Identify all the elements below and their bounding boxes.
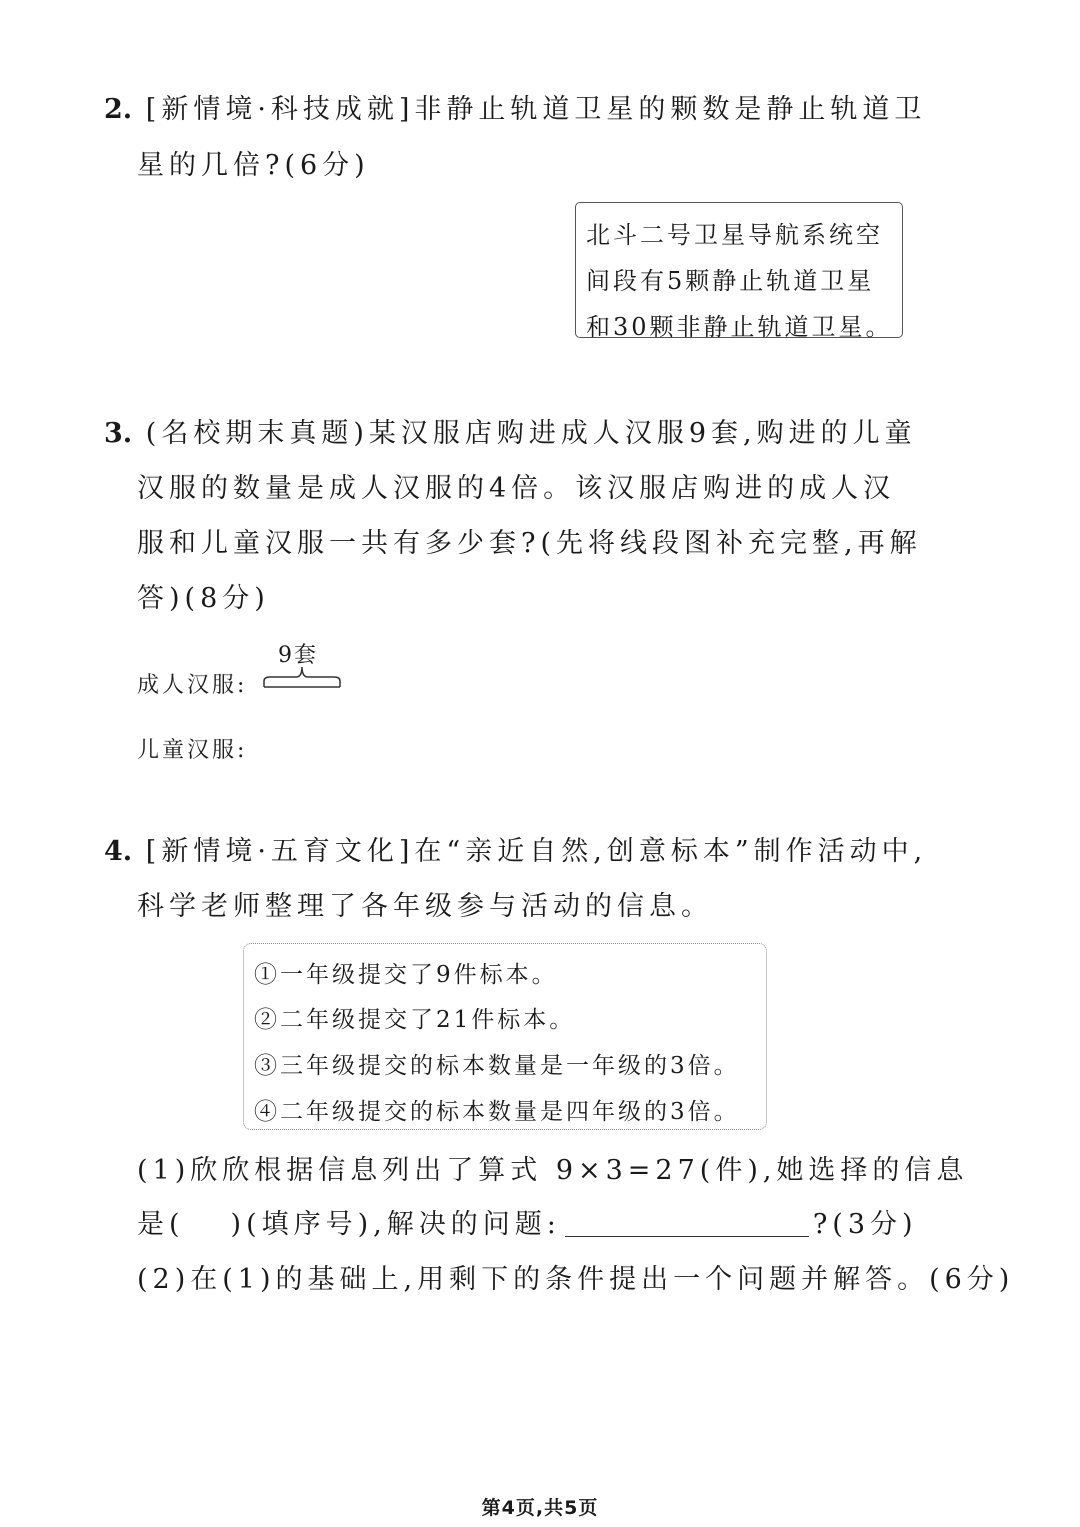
brace-label: 9套 — [278, 643, 318, 668]
q3-number: 3. — [104, 418, 133, 449]
q4-line-2: 科学老师整理了各年级参与活动的信息。 — [137, 891, 713, 922]
q4-number: 4. — [104, 836, 133, 867]
answer-underline-blank[interactable] — [565, 1235, 809, 1237]
q2-info-line: 间段有5颗静止轨道卫星 — [586, 267, 875, 295]
page-number: 第4页,共5页 — [481, 1497, 599, 1519]
q4-info-line: ②二年级提交了21件标本。 — [254, 1007, 576, 1033]
q4-info-box — [243, 943, 767, 1130]
q3-line-4: 答)(8分) — [137, 583, 270, 614]
q2-info-box — [575, 202, 903, 341]
q2-number: 2. — [104, 94, 133, 125]
q4-sub1-line-2 — [137, 1211, 918, 1238]
child-segment-label: 儿童汉服: — [137, 738, 248, 763]
q2-info-line: 北斗二号卫星导航系统空 — [586, 221, 883, 249]
q4-sub1-suffix: ?(3分) — [812, 1209, 918, 1240]
q3-text-1: (名校期末真题)某汉服店购进成人汉服9套,购进的儿童 — [145, 418, 917, 449]
q2-text-1: [新情境·科技成就]非静止轨道卫星的颗数是静止轨道卫 — [145, 94, 927, 125]
q4-sub1-prefix: 是( — [137, 1209, 185, 1240]
q4-sub1-line-1: (1)欣欣根据信息列出了算式 9×3=27(件),她选择的信息 — [137, 1155, 969, 1186]
q3-line-3: 服和儿童汉服一共有多少套?(先将线段图补充完整,再解 — [137, 528, 922, 559]
brace-icon — [262, 663, 342, 689]
q4-text-1: [新情境·五育文化]在“亲近自然,创意标本”制作活动中, — [145, 836, 928, 867]
q2-line-2: 星的几倍?(6分) — [137, 150, 370, 181]
q3-line-2: 汉服的数量是成人汉服的4倍。该汉服店购进的成人汉 — [137, 473, 896, 504]
q4-info-line: ①一年级提交了9件标本。 — [254, 962, 558, 988]
adult-segment-label: 成人汉服: — [137, 673, 248, 698]
q3-line-1 — [104, 420, 917, 447]
q4-info-line: ③三年级提交的标本数量是一年级的3倍。 — [254, 1053, 740, 1079]
q4-info-line: ④二年级提交的标本数量是四年级的3倍。 — [254, 1099, 740, 1125]
q2-line-1 — [104, 96, 926, 123]
q4-sub2-line: (2)在(1)的基础上,用剩下的条件提出一个问题并解答。(6分) — [137, 1264, 1015, 1295]
q4-line-1 — [104, 838, 927, 865]
q2-info-line: 和30颗非静止轨道卫星。 — [586, 313, 893, 341]
q4-sub1-middle: )(填序号),解决的问题: — [230, 1209, 561, 1240]
